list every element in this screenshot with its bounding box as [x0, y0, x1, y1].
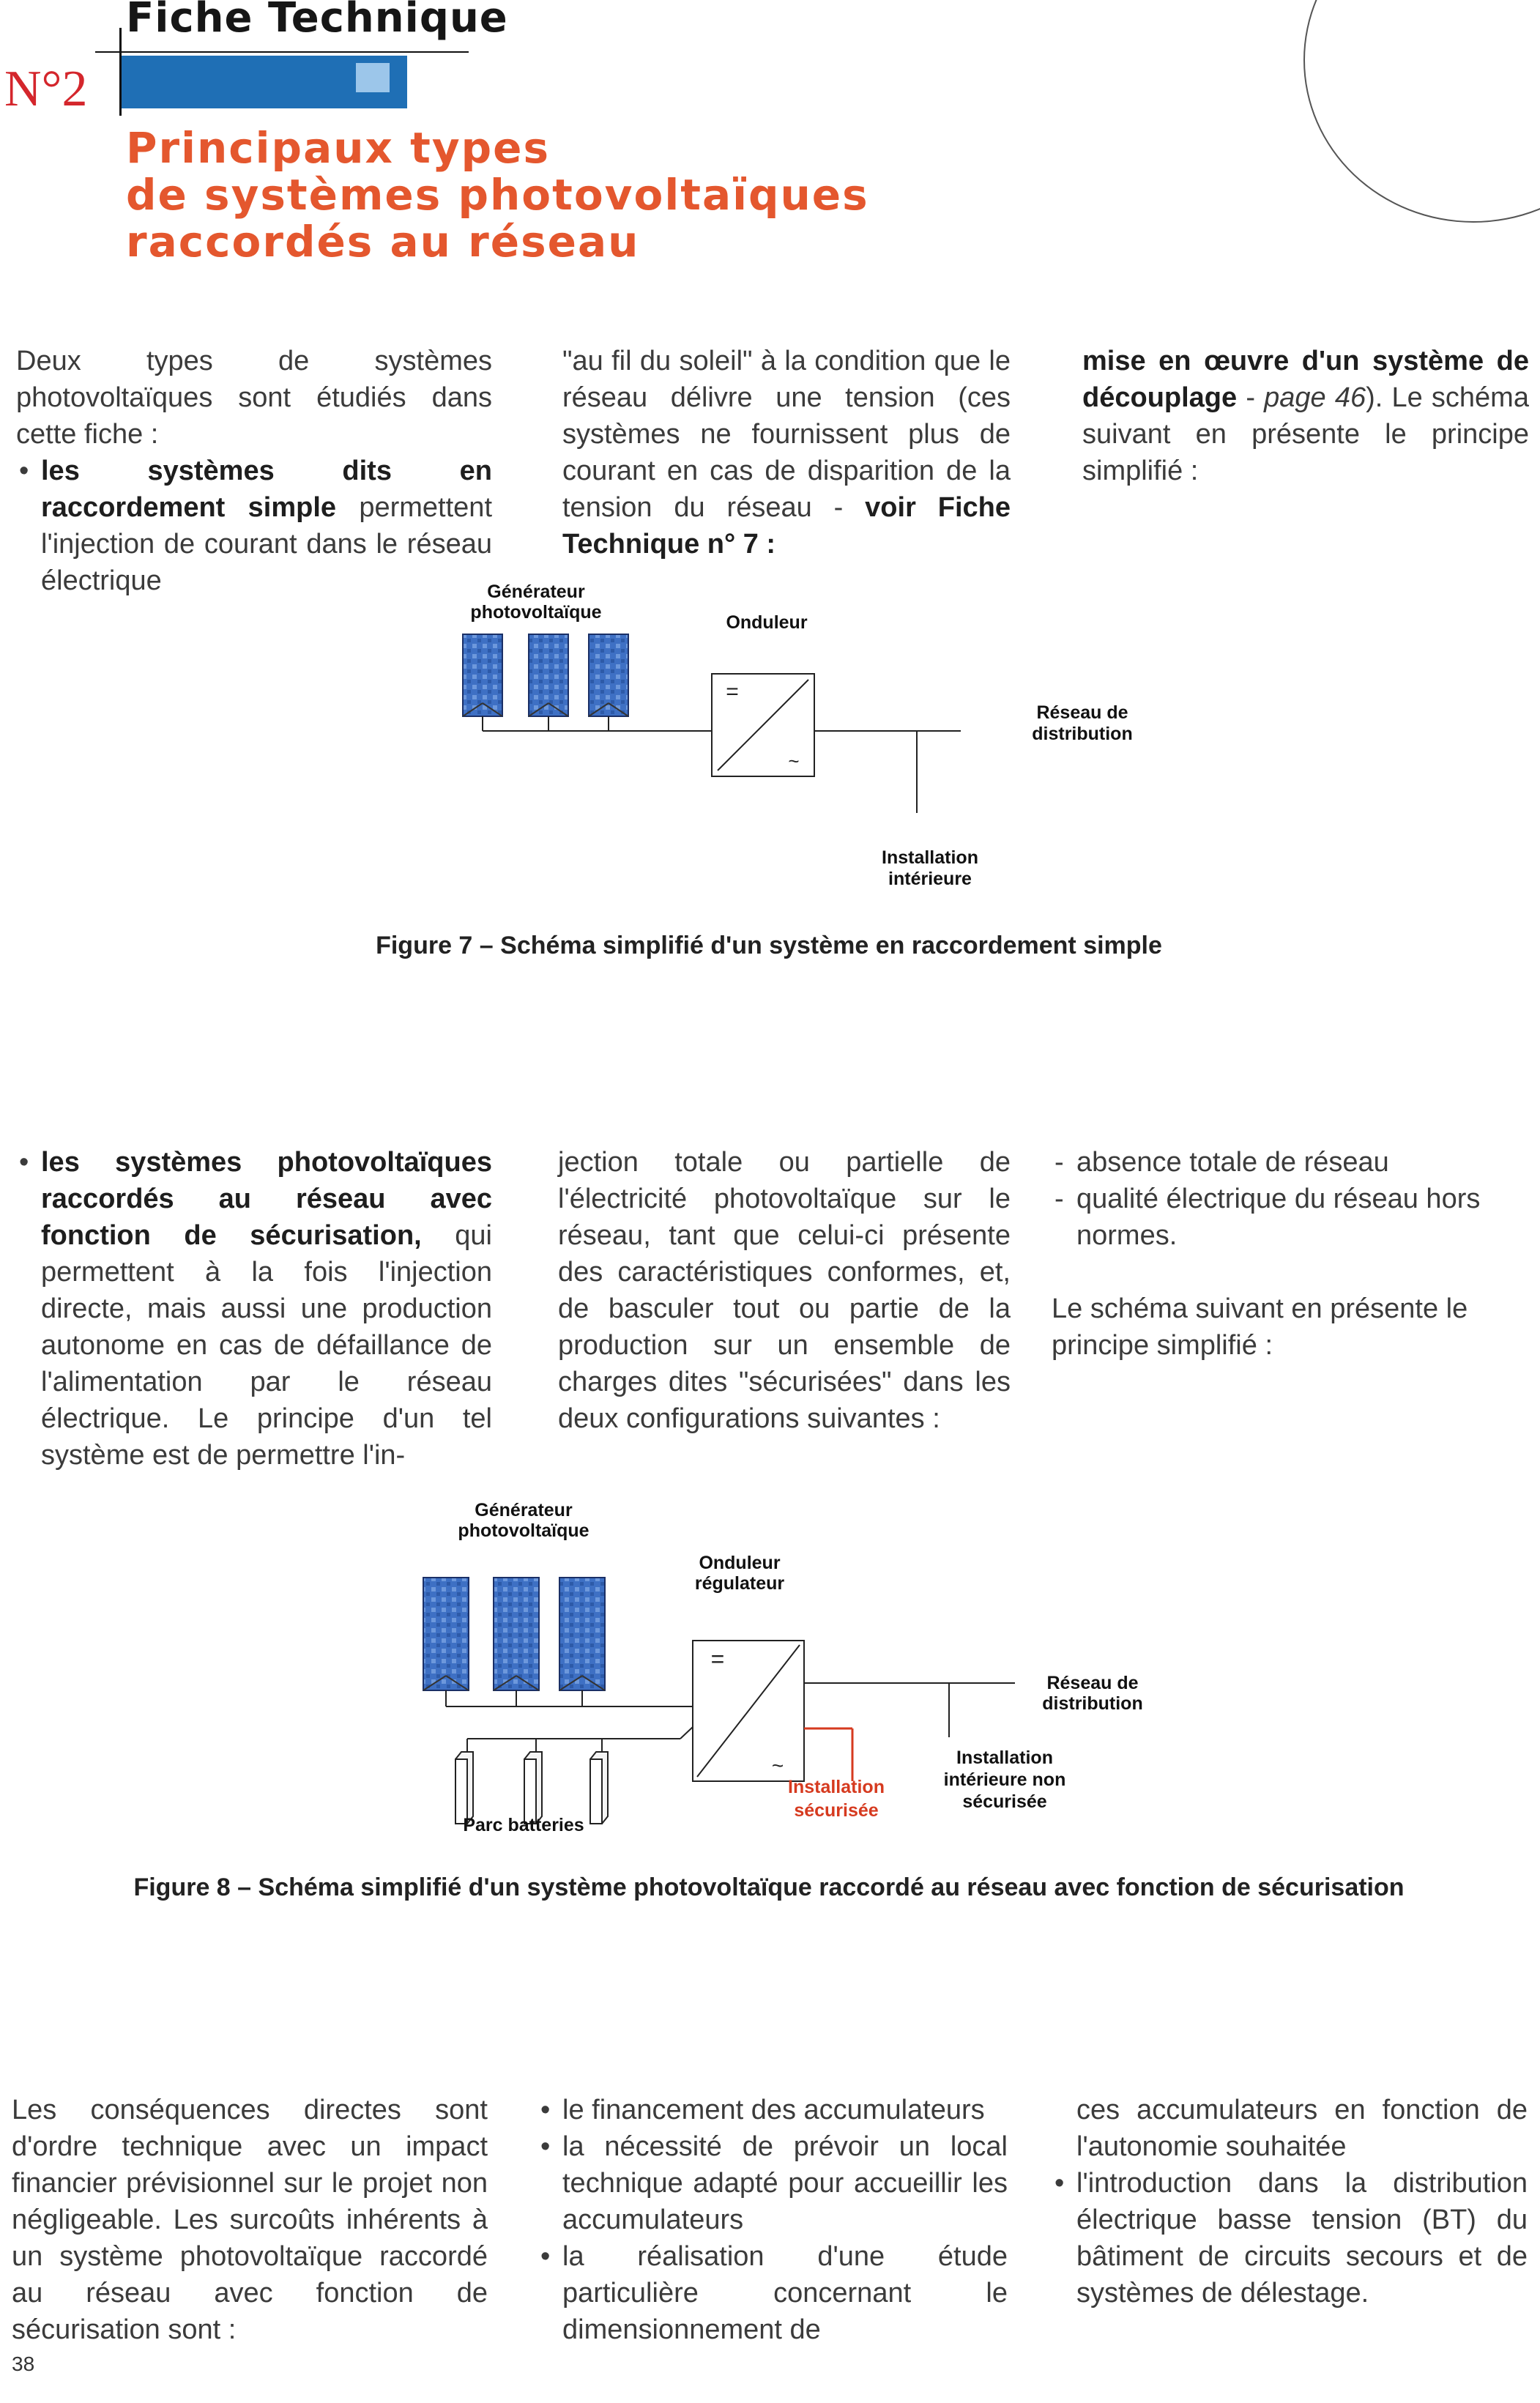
fig8-generator-label-2: photovoltaïque: [458, 1520, 589, 1541]
fig8-battery-label: Parc batteries: [463, 1815, 584, 1835]
fig7-generator-label-2: photovoltaïque: [470, 602, 602, 623]
fig8-grid-label-1: Réseau de: [1046, 1673, 1139, 1693]
section2-col3: [1052, 1144, 1529, 1364]
fig8-battery: [590, 1752, 608, 1824]
section2-bullet: • les systèmes photovoltaïques raccordés au réseau avec fonction de sécurisation, qui permettent à la fois l'injection directe, mais aussi une production autonome en cas de défaillance de l'alimentation par le réseau électrique. Le principe d'un tel système est de permettre l'in-: [16, 1144, 492, 1474]
header-title: Fiche Technique: [126, 0, 508, 42]
section1-intro: Deux types de systèmes photovoltaïques sont étudiés dans cette fiche :: [16, 346, 492, 450]
section3-col3: [1052, 2092, 1528, 2311]
section2-col3-para: Le schéma suivant en présente le principe simplifié :: [1052, 1293, 1468, 1361]
section3-bullet: • la réalisation d'une étude particulière concernant le dimensionnement de: [537, 2238, 1008, 2348]
fig8-ac-symbol: ~: [771, 1754, 784, 1777]
section1-col2-ref: voir Fiche Technique n° 7 :: [562, 492, 1011, 560]
section2-col2: [558, 1144, 1011, 1437]
section1-col3: mise en œuvre d'un système de découplage - page 46). Le schéma suivant en présente le principe simplifié :: [1082, 346, 1529, 486]
fig8-battery: [455, 1752, 473, 1824]
heading-line-2: de systèmes photovoltaïques: [126, 170, 869, 220]
decorative-arc: [1303, 0, 1540, 223]
section3-bullet: • la nécessité de prévoir un local technique adapté pour accueillir les accumulateurs: [537, 2128, 1008, 2238]
figure8-diagram: [410, 1494, 1216, 1846]
fig7-install-label-2: intérieure: [888, 869, 972, 889]
fig7-grid-label-2: distribution: [1032, 724, 1133, 744]
section2-col1: [16, 1144, 492, 1474]
fig8-secure-label-2: sécurisée: [794, 1800, 879, 1821]
fig8-pv-panel: [494, 1578, 539, 1690]
fig8-pv-panel: [423, 1578, 469, 1690]
section1-col2-text: "au fil du soleil" à la condition que le réseau délivre une tension (ces systèmes ne fournissent plus de courant en cas de disparition de la tension du réseau -: [562, 346, 1011, 523]
fig8-install-label-3: sécurisée: [962, 1791, 1047, 1812]
figure8-caption: Figure 8 – Schéma simplifié d'un système photovoltaïque raccordé au réseau avec fonction de sécurisation: [133, 1873, 1405, 1901]
heading-line-1: Principaux types: [126, 123, 551, 173]
fig7-pv-panel: [529, 634, 568, 716]
fig8-inverter-label-1: Onduleur: [699, 1553, 781, 1573]
fig7-install-label-1: Installation: [882, 847, 978, 868]
page-heading: [126, 125, 869, 265]
fig7-pv-panel: [463, 634, 502, 716]
fig8-dc-symbol: =: [710, 1646, 725, 1672]
section1-col2: [562, 343, 1011, 562]
section1-bullet: • les systèmes dits en raccordement simple permettent l'injection de courant dans le réseau électrique: [16, 453, 492, 599]
fig7-dc-symbol: =: [726, 680, 739, 704]
fig7-ac-symbol: ~: [788, 750, 800, 772]
header-blue-square: [356, 63, 390, 92]
figure7-caption: Figure 7 – Schéma simplifié d'un système en raccordement simple: [376, 932, 1162, 959]
section3-col2: [537, 2092, 1008, 2348]
section3-col1: [12, 2092, 488, 2348]
fig7-pv-panel: [589, 634, 628, 716]
section3-bullet: • le financement des accumulateurs: [537, 2092, 1008, 2128]
fig7-generator-label-1: Générateur: [487, 582, 585, 602]
fig8-pv-panel: [559, 1578, 605, 1690]
figure7-diagram: [410, 571, 1216, 915]
fig8-secure-label-1: Installation: [788, 1777, 885, 1797]
heading-line-3: raccordés au réseau: [126, 217, 640, 267]
sheet-number: N°2: [4, 61, 88, 117]
fig8-battery: [524, 1752, 542, 1824]
header-rule: [95, 51, 469, 53]
section2-col2-text: jection totale ou partielle de l'électricité photovoltaïque sur le réseau, tant que celui-ci présente des caractéristiques conformes, et, de basculer tout ou partie de la production sur un ensemble de charges dites "sécurisées" dans les deux configurations suivantes :: [558, 1147, 1011, 1434]
section1-col1: [16, 343, 492, 599]
fig8-inverter-label-2: régulateur: [694, 1573, 785, 1594]
section2-dash-item: - qualité électrique du réseau hors normes.: [1052, 1181, 1529, 1254]
fig8-grid-label-2: distribution: [1042, 1693, 1143, 1714]
fig8-generator-label-1: Générateur: [475, 1500, 573, 1520]
fig8-install-label-1: Installation: [956, 1748, 1053, 1768]
fig7-grid-label-1: Réseau de: [1036, 702, 1128, 723]
header-vertical-rule: [119, 28, 122, 116]
section3-col3-text: ces accumulateurs en fonction de l'autonomie souhaitée: [1076, 2095, 1528, 2162]
page-number: 38: [12, 2352, 35, 2375]
section3-col1-text: Les conséquences directes sont d'ordre technique avec un impact financier prévisionnel sur le projet non négligeable. Les surcoûts inhérents à un système photovoltaïque raccordé au réseau avec fonction de sécurisation sont :: [12, 2095, 488, 2345]
section3-bullet: • l'introduction dans la distribution électrique basse tension (BT) du bâtiment de circuits secours et de systèmes de délestage.: [1052, 2165, 1528, 2311]
fig7-inverter-label: Onduleur: [726, 612, 808, 633]
fig8-install-label-2: intérieure non: [943, 1769, 1066, 1790]
section2-dash-item: - absence totale de réseau: [1052, 1144, 1529, 1181]
